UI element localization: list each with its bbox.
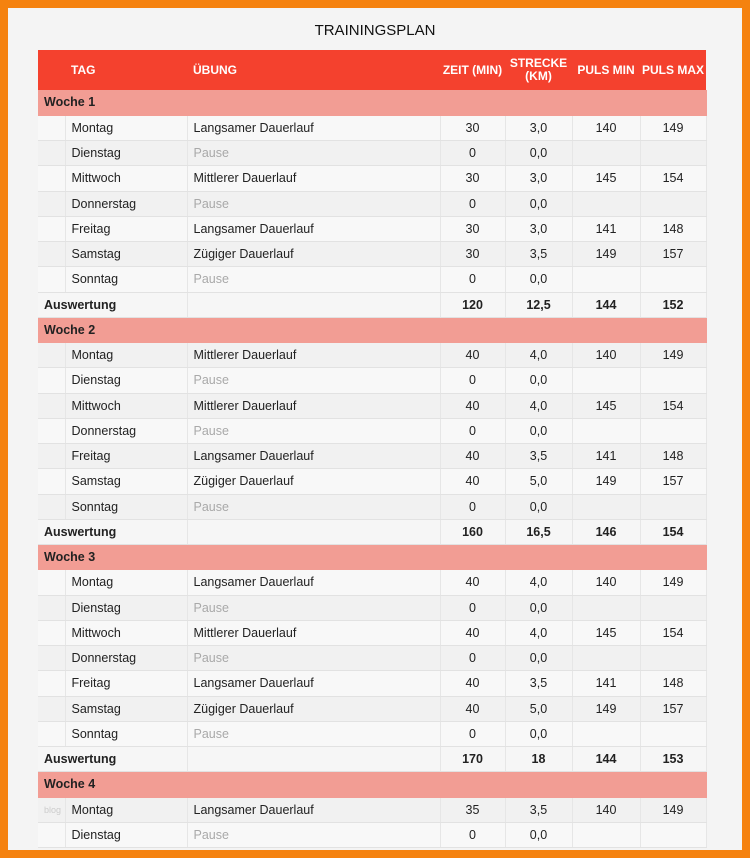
exercise-cell: Langsamer Dauerlauf — [187, 570, 440, 595]
day-cell: Samstag — [65, 242, 187, 267]
puls-max-cell: 154 — [640, 166, 706, 191]
puls-min-cell: 149 — [572, 696, 640, 721]
puls-max-cell: 148 — [640, 444, 706, 469]
strecke-cell: 3,5 — [505, 671, 572, 696]
watermark-cell — [38, 469, 65, 494]
day-cell: Freitag — [65, 216, 187, 241]
zeit-cell: 40 — [440, 343, 505, 368]
exercise-cell: Mittlerer Dauerlauf — [187, 620, 440, 645]
day-cell: Mittwoch — [65, 620, 187, 645]
watermark-cell — [38, 343, 65, 368]
zeit-cell: 30 — [440, 216, 505, 241]
week-label: Woche 1 — [38, 90, 706, 115]
watermark-cell — [38, 620, 65, 645]
table-row — [38, 595, 706, 620]
day-cell: Dienstag — [65, 141, 187, 166]
zeit-cell: 0 — [440, 822, 505, 847]
puls-min-cell: 145 — [572, 393, 640, 418]
exercise-cell: Pause — [187, 822, 440, 847]
exercise-cell: Mittlerer Dauerlauf — [187, 166, 440, 191]
summary-puls_max: 153 — [640, 747, 706, 772]
day-cell: Mittwoch — [65, 393, 187, 418]
puls-max-cell: 157 — [640, 469, 706, 494]
watermark-cell — [38, 191, 65, 216]
zeit-cell: 35 — [440, 797, 505, 822]
exercise-cell: Zügiger Dauerlauf — [187, 469, 440, 494]
strecke-cell: 4,0 — [505, 570, 572, 595]
puls-min-cell: 140 — [572, 797, 640, 822]
strecke-cell: 3,0 — [505, 115, 572, 140]
table-row — [38, 216, 706, 241]
puls-min-cell: 141 — [572, 444, 640, 469]
week-header-row — [38, 90, 706, 115]
puls-min-cell: 141 — [572, 216, 640, 241]
zeit-cell: 40 — [440, 570, 505, 595]
day-cell: Sonntag — [65, 267, 187, 292]
day-cell: Montag — [65, 343, 187, 368]
summary-blank — [187, 747, 440, 772]
puls-min-cell: 140 — [572, 570, 640, 595]
header-strecke: STRECKE (KM) — [505, 50, 572, 90]
summary-label: Auswertung — [38, 519, 187, 544]
table-row — [38, 620, 706, 645]
puls-max-cell: 149 — [640, 343, 706, 368]
puls-max-cell: 154 — [640, 393, 706, 418]
header-uebung: ÜBUNG — [187, 50, 440, 90]
summary-puls_max: 154 — [640, 519, 706, 544]
exercise-cell: Langsamer Dauerlauf — [187, 216, 440, 241]
table-row — [38, 721, 706, 746]
watermark-cell — [38, 216, 65, 241]
puls-min-cell: 149 — [572, 242, 640, 267]
strecke-cell: 0,0 — [505, 141, 572, 166]
strecke-cell: 0,0 — [505, 822, 572, 847]
zeit-cell: 0 — [440, 595, 505, 620]
watermark-cell — [38, 570, 65, 595]
zeit-cell: 0 — [440, 721, 505, 746]
summary-label: Auswertung — [38, 292, 187, 317]
puls-min-cell — [572, 267, 640, 292]
puls-max-cell — [640, 721, 706, 746]
exercise-cell: Pause — [187, 418, 440, 443]
strecke-cell: 0,0 — [505, 721, 572, 746]
watermark-cell — [38, 368, 65, 393]
watermark-cell — [38, 595, 65, 620]
puls-max-cell: 149 — [640, 570, 706, 595]
exercise-cell: Zügiger Dauerlauf — [187, 242, 440, 267]
exercise-cell: Mittlerer Dauerlauf — [187, 343, 440, 368]
puls-max-cell: 149 — [640, 797, 706, 822]
day-cell: Freitag — [65, 671, 187, 696]
puls-max-cell: 149 — [640, 115, 706, 140]
strecke-cell: 5,0 — [505, 696, 572, 721]
watermark-cell — [38, 671, 65, 696]
watermark-cell — [38, 646, 65, 671]
summary-row — [38, 519, 706, 544]
strecke-cell: 4,0 — [505, 620, 572, 645]
day-cell: Dienstag — [65, 595, 187, 620]
puls-min-cell — [572, 646, 640, 671]
strecke-cell: 0,0 — [505, 418, 572, 443]
day-cell: Donnerstag — [65, 191, 187, 216]
exercise-cell: Langsamer Dauerlauf — [187, 444, 440, 469]
zeit-cell: 0 — [440, 267, 505, 292]
watermark-cell — [38, 115, 65, 140]
table-row — [38, 822, 706, 847]
summary-puls_min: 146 — [572, 519, 640, 544]
puls-min-cell: 140 — [572, 343, 640, 368]
table-row — [38, 469, 706, 494]
watermark-cell — [38, 418, 65, 443]
puls-max-cell — [640, 267, 706, 292]
zeit-cell: 40 — [440, 469, 505, 494]
table-row — [38, 368, 706, 393]
strecke-cell: 0,0 — [505, 368, 572, 393]
exercise-cell: Mittlerer Dauerlauf — [187, 393, 440, 418]
strecke-cell: 3,5 — [505, 444, 572, 469]
strecke-cell: 0,0 — [505, 191, 572, 216]
header-zeit: ZEIT (MIN) — [440, 50, 505, 90]
summary-puls_min: 144 — [572, 292, 640, 317]
day-cell: Donnerstag — [65, 418, 187, 443]
exercise-cell: Pause — [187, 267, 440, 292]
puls-max-cell: 148 — [640, 216, 706, 241]
training-table — [38, 50, 707, 848]
puls-max-cell: 154 — [640, 620, 706, 645]
exercise-cell: Langsamer Dauerlauf — [187, 797, 440, 822]
week-header-row — [38, 545, 706, 570]
puls-max-cell — [640, 368, 706, 393]
table-header — [38, 50, 706, 90]
watermark-cell — [38, 444, 65, 469]
strecke-cell: 0,0 — [505, 494, 572, 519]
summary-blank — [187, 292, 440, 317]
day-cell: Freitag — [65, 444, 187, 469]
zeit-cell: 0 — [440, 141, 505, 166]
week-header-row — [38, 772, 706, 797]
exercise-cell: Zügiger Dauerlauf — [187, 696, 440, 721]
day-cell: Sonntag — [65, 494, 187, 519]
page-title: TRAININGSPLAN — [314, 22, 436, 39]
table-row — [38, 671, 706, 696]
watermark-cell: blog — [38, 797, 65, 822]
summary-label: Auswertung — [38, 747, 187, 772]
table-row — [38, 141, 706, 166]
zeit-cell: 0 — [440, 494, 505, 519]
summary-puls_min: 144 — [572, 747, 640, 772]
puls-max-cell: 157 — [640, 696, 706, 721]
summary-zeit: 170 — [440, 747, 505, 772]
zeit-cell: 30 — [440, 115, 505, 140]
strecke-cell: 0,0 — [505, 646, 572, 671]
watermark-cell — [38, 494, 65, 519]
puls-min-cell — [572, 141, 640, 166]
puls-min-cell — [572, 721, 640, 746]
zeit-cell: 40 — [440, 620, 505, 645]
strecke-cell: 3,0 — [505, 166, 572, 191]
header-puls-min: PULS MIN — [572, 50, 640, 90]
summary-zeit: 160 — [440, 519, 505, 544]
strecke-cell: 3,5 — [505, 797, 572, 822]
zeit-cell: 30 — [440, 242, 505, 267]
header-tag: TAG — [65, 50, 187, 90]
strecke-cell: 3,0 — [505, 216, 572, 241]
exercise-cell: Pause — [187, 494, 440, 519]
puls-max-cell — [640, 822, 706, 847]
puls-min-cell — [572, 191, 640, 216]
zeit-cell: 0 — [440, 191, 505, 216]
strecke-cell: 4,0 — [505, 343, 572, 368]
table-row — [38, 267, 706, 292]
watermark-cell — [38, 166, 65, 191]
day-cell: Sonntag — [65, 721, 187, 746]
strecke-cell: 4,0 — [505, 393, 572, 418]
zeit-cell: 30 — [440, 166, 505, 191]
watermark-cell — [38, 242, 65, 267]
table-row — [38, 115, 706, 140]
table-row — [38, 393, 706, 418]
watermark-cell — [38, 267, 65, 292]
week-label: Woche 3 — [38, 545, 706, 570]
puls-max-cell — [640, 494, 706, 519]
zeit-cell: 40 — [440, 696, 505, 721]
zeit-cell: 40 — [440, 444, 505, 469]
puls-min-cell: 140 — [572, 115, 640, 140]
exercise-cell: Pause — [187, 721, 440, 746]
watermark-cell — [38, 721, 65, 746]
strecke-cell: 0,0 — [505, 267, 572, 292]
week-header-row — [38, 317, 706, 342]
puls-min-cell — [572, 368, 640, 393]
table-row — [38, 166, 706, 191]
table-row — [38, 444, 706, 469]
watermark-cell — [38, 393, 65, 418]
puls-min-cell — [572, 418, 640, 443]
zeit-cell: 0 — [440, 368, 505, 393]
puls-min-cell — [572, 595, 640, 620]
puls-max-cell — [640, 191, 706, 216]
summary-puls_max: 152 — [640, 292, 706, 317]
table-row — [38, 343, 706, 368]
day-cell: Montag — [65, 115, 187, 140]
exercise-cell: Pause — [187, 595, 440, 620]
summary-row — [38, 292, 706, 317]
puls-min-cell — [572, 494, 640, 519]
day-cell: Samstag — [65, 696, 187, 721]
table-row — [38, 797, 706, 822]
watermark-cell — [38, 696, 65, 721]
table-row — [38, 418, 706, 443]
table-row — [38, 570, 706, 595]
zeit-cell: 0 — [440, 646, 505, 671]
day-cell: Dienstag — [65, 822, 187, 847]
page-frame — [8, 8, 742, 850]
summary-zeit: 120 — [440, 292, 505, 317]
puls-max-cell: 157 — [640, 242, 706, 267]
exercise-cell: Pause — [187, 646, 440, 671]
zeit-cell: 40 — [440, 393, 505, 418]
day-cell: Samstag — [65, 469, 187, 494]
exercise-cell: Langsamer Dauerlauf — [187, 671, 440, 696]
summary-strecke: 12,5 — [505, 292, 572, 317]
strecke-cell: 0,0 — [505, 595, 572, 620]
exercise-cell: Pause — [187, 141, 440, 166]
day-cell: Montag — [65, 570, 187, 595]
table-row — [38, 696, 706, 721]
puls-min-cell: 145 — [572, 620, 640, 645]
zeit-cell: 40 — [440, 671, 505, 696]
day-cell: Dienstag — [65, 368, 187, 393]
table-row — [38, 646, 706, 671]
watermark-cell — [38, 141, 65, 166]
exercise-cell: Pause — [187, 191, 440, 216]
puls-min-cell: 149 — [572, 469, 640, 494]
day-cell: Donnerstag — [65, 646, 187, 671]
puls-max-cell — [640, 595, 706, 620]
week-label: Woche 4 — [38, 772, 706, 797]
exercise-cell: Langsamer Dauerlauf — [187, 115, 440, 140]
puls-min-cell: 141 — [572, 671, 640, 696]
summary-strecke: 18 — [505, 747, 572, 772]
strecke-cell: 3,5 — [505, 242, 572, 267]
summary-row — [38, 747, 706, 772]
table-row — [38, 191, 706, 216]
zeit-cell: 0 — [440, 418, 505, 443]
week-label: Woche 2 — [38, 317, 706, 342]
puls-max-cell — [640, 646, 706, 671]
summary-blank — [187, 519, 440, 544]
strecke-cell: 5,0 — [505, 469, 572, 494]
table-row — [38, 494, 706, 519]
puls-max-cell — [640, 141, 706, 166]
puls-min-cell — [572, 822, 640, 847]
puls-max-cell: 148 — [640, 671, 706, 696]
puls-max-cell — [640, 418, 706, 443]
puls-min-cell: 145 — [572, 166, 640, 191]
watermark-cell — [38, 822, 65, 847]
table-row — [38, 242, 706, 267]
summary-strecke: 16,5 — [505, 519, 572, 544]
exercise-cell: Pause — [187, 368, 440, 393]
day-cell: Mittwoch — [65, 166, 187, 191]
day-cell: Montag — [65, 797, 187, 822]
header-puls-max: PULS MAX — [640, 50, 706, 90]
